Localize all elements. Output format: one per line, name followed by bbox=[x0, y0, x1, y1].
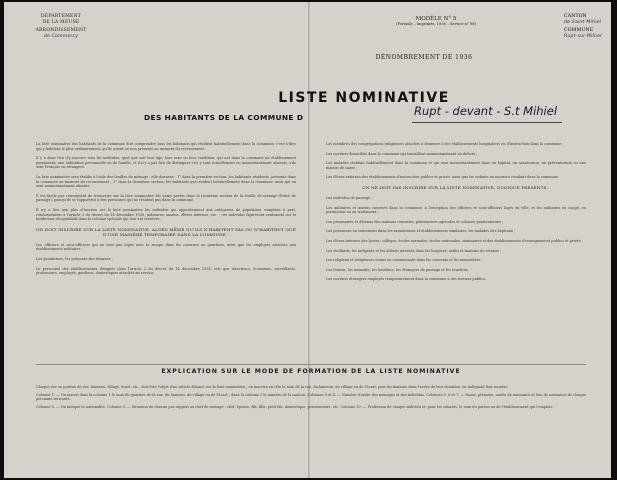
commune-label: COMMUNE bbox=[564, 28, 594, 33]
page-subtitle: DES HABITANTS DE LA COMMUNE D bbox=[144, 113, 304, 122]
left-paragraphs-0: La liste nominative des habitants de la commune doit comprendre tous les habitants qui résident habituellement dans la commune, c'est-à-dire qui y habitent le plus ordinairement, qu'ils soient ou non présents au moment du recensement. bbox=[36, 142, 296, 151]
departement-value: DE LA MEUSE bbox=[42, 20, 80, 25]
left-paragraphs-2: La liste nominative sera établie à l'aide des feuilles de ménage : elle donnera : 1° dans la première section, les habitants résidents, présents dans la commune au moment du recensement ; 2° dans la deuxième section, les habitants qui résident habituellement dans la commune, mais qui en sont momentanément absents. bbox=[36, 174, 296, 189]
left-paragraphs-3: Il est facile par conséquent de transcrire sur la liste nominative les noms portés dans la troisième section de la feuille de ménage (lettre de passage), puisqu'ils se rapportent à des personnes qui ne résident pas dans la commune. bbox=[36, 193, 296, 203]
explication-paragraphs bbox=[36, 385, 586, 409]
right-paragraphs bbox=[326, 142, 586, 180]
right-paragraphs-3: Les élèves externes des établissements d'instruction publics et privés, ainsi que les enfants en nourrice résidant dans la commune. bbox=[326, 175, 560, 180]
census-page bbox=[4, 2, 611, 478]
page-title: LISTE NOMINATIVE bbox=[278, 90, 450, 106]
commune-handwritten: Rupt - devant - S.t Mihiel bbox=[414, 104, 558, 118]
arrondissement-value: de Commercy bbox=[43, 34, 79, 39]
canton-label: CANTON bbox=[564, 14, 587, 19]
left-paragraphs-4: Il n'y a lieu non plus d'inscrire sur la liste nominative les individus qui appartiennent aux catégories de population comptées à part, conformément à l'article 2 du décret du 14 décembre 1935, militaires, marins, élèves internes, etc. ; ces individus figureront seulement sur le bordereau récapitulatif dans la colonne spéciale qui leur est réservée. bbox=[36, 207, 296, 222]
right-paragraphs-2-1: Les militaires et marins casernés dans la commune, à l'exception des officiers et sous-officiers logés en ville, et les militaires en congé, en permission ou en traitement ; bbox=[326, 205, 586, 215]
left-paragraphs-2-0: Les officiers et sous-officiers qui ne sont pas logés avec la troupe dans les casernes ou quartiers, ainsi que les employés attachés aux établissements militaires ; bbox=[36, 242, 296, 252]
arrondissement-label: ARRONDISSEMENT bbox=[35, 28, 87, 33]
explication-section bbox=[36, 368, 586, 412]
right-paragraphs-2-2: Les prisonniers et détenus des maisons centrales, pénitenciers agricoles et colonies pénitentiaires ; bbox=[326, 219, 504, 224]
left-paragraphs bbox=[36, 142, 296, 222]
modele-block bbox=[376, 16, 496, 26]
header-left bbox=[26, 14, 96, 40]
explication-paragraphs-0: Chaque rue ou portion de rue, hameau, village, écart, etc., doit être l'objet d'un article distinct sur la liste nominative ; on inscrira en tête le nom de la rue, du hameau, du village ou de l'écart, puis les maisons dans l'ordre de leur situation, en indiquant leur numéro. bbox=[36, 385, 509, 389]
right-column bbox=[326, 142, 586, 287]
right-paragraphs-2 bbox=[326, 196, 586, 282]
explication-paragraphs-1: Colonne 1. — On inscrit dans la colonne 1 le nom du quartier, de la rue, du hameau, du village ou de l'écart ; dans la colonne 2 le numéro de la maison. Colonnes 3 et 4. — Numéro d'ordre des ménages et des individus. Colonnes 5, 6 et 7. — Noms, prénoms, année de naissance et lieu de naissance de chaque personne recensée. bbox=[36, 392, 586, 402]
modele-number: MODÈLE N° 5 bbox=[415, 16, 457, 22]
right-paragraphs-0: Les membres des congrégations religieuses attachés à demeure à des établissements hospitaliers ou d'instruction dans la commune ; bbox=[326, 142, 564, 146]
header-right bbox=[564, 14, 608, 40]
left-paragraphs-1: Il y a donc lieu d'y inscrire tous les individus, quel que soit leur âge, leur sexe ou leur condition, qui ont dans la commune un établissement permanent, une habitation personnelle ou de famille, et il n'y a pas lieu de distinguer s'ils y sont actuellement ou momentanément absents, s'ils sont Français ou étrangers. bbox=[36, 156, 296, 170]
left-heading: ON DOIT INSCRIRE SUR LA LISTE NOMINATIVE, ALORS MÊME QU'ILS N'HABITENT PAS OU N'HABITENT QUE D'UNE MANIÈRE TEMPORAIRE DANS LA COMMUNE : bbox=[36, 226, 296, 237]
left-paragraphs-2-2: Le personnel des établissements désignés dans l'article 2 du décret du 14 décembre 1935, tels que directeurs, économes, surveillants, professeurs, employés, gardiens, domestiques attachés au service. bbox=[36, 266, 296, 276]
commune-underline bbox=[412, 122, 562, 123]
commune-value: Rupt-sur-Mihiel bbox=[564, 34, 602, 39]
right-paragraphs-2-5: Les vieillards, les indigents et les aliénés internés dans les hospices, asiles et maisons de retraite ; bbox=[326, 248, 502, 253]
explication-title: EXPLICATION SUR LE MODE DE FORMATION DE LA LISTE NOMINATIVE bbox=[161, 368, 461, 375]
explication-paragraphs-2: Colonne 8. — On indique la nationalité. Colonne 9. — Situation de chacun par rapport au chef de ménage : chef, épouse, fils, fille, petit-fils, domestique, pensionnaire, etc. Colonne 10. — Profession de chaque individu et, pour les salariés, le nom du patron ou de l'établissement qui l'emploie. bbox=[36, 404, 554, 409]
right-paragraphs-1: Les ouvriers domiciliés dans la commune qui travaillent momentanément au dehors ; bbox=[326, 151, 478, 156]
right-paragraphs-2-7: Les forains, les nomades, les bateliers, les étrangers de passage et les touristes. bbox=[326, 267, 469, 272]
left-paragraphs-2-1: Les gendarmes, les préposés des douanes ; bbox=[36, 256, 113, 261]
right-paragraphs-2: Les malades résidant habituellement dans la commune et qui sont momentanément dans un hôpital, un sanatorium, un préventorium ou une maison de santé ; bbox=[326, 161, 586, 170]
left-paragraphs-2 bbox=[36, 243, 296, 276]
modele-formule: (Formule – Imprimée, 1936 – Service n° 96) bbox=[396, 22, 476, 26]
section-divider bbox=[36, 364, 586, 365]
departement-label: DÉPARTEMENT bbox=[40, 14, 82, 19]
left-column bbox=[36, 142, 296, 281]
right-paragraphs-2-0: Les individus de passage ; bbox=[326, 195, 373, 200]
denombrement-heading: DÉNOMBREMENT DE 1936 bbox=[375, 54, 473, 61]
right-paragraphs-2-3: Les personnes en traitement dans les sanatoriums et établissements similaires, les malades des hôpitaux ; bbox=[326, 229, 516, 234]
right-paragraphs-2-6: Les religieux et religieuses vivant en communauté dans les couvents et les monastères ; bbox=[326, 258, 483, 263]
right-paragraphs-2-8: Les ouvriers étrangers employés temporairement dans la commune à des travaux publics. bbox=[326, 277, 487, 282]
canton-value: de Saint-Mihiel bbox=[564, 20, 602, 25]
right-heading: ON NE DOIT PAS INSCRIRE SUR LA LISTE NOMINATIVE, QUOIQUE PRÉSENTS : bbox=[362, 184, 550, 190]
right-paragraphs-2-4: Les élèves internes des lycées, collèges, écoles normales, écoles nationales, séminaires et des établissements d'enseignement publics et privés ; bbox=[326, 238, 583, 243]
